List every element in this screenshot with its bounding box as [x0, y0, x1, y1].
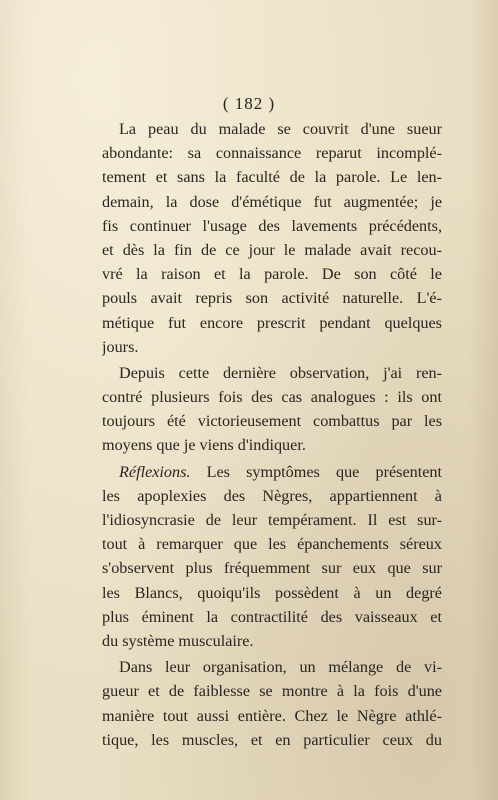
text-line: Dans leur organisation, un mélange de vi-	[119, 658, 442, 677]
text-line: tique, les muscles, et en particulier ceux du	[102, 730, 442, 749]
section-lead-italic: Réflexions.	[119, 462, 191, 481]
text-line: toujours été victorieusement combattus par les	[102, 412, 442, 431]
text-line: demain, la dose d'émétique fut augmentée; je	[102, 192, 442, 211]
paragraph-3	[102, 460, 442, 654]
text-line: tement et sans la faculté de la parole. Le len-	[102, 168, 442, 187]
text-line: vré la raison et la parole. De son côté le	[102, 265, 442, 284]
text-line: jours.	[102, 337, 139, 356]
text-line: l'idiosyncrasie de leur tempérament. Il est sur-	[102, 511, 442, 529]
text-line: gueur et de faiblesse se montre à la fois d'une	[102, 682, 442, 701]
text-fragment: Les symptômes que présentent	[190, 462, 442, 481]
page-number: ( 182 )	[222, 94, 276, 113]
text-line	[102, 460, 442, 484]
text-line: moyens que je viens d'indiquer.	[102, 436, 306, 455]
text-line: manière tout aussi entière. Chez le Nègre athlé-	[102, 706, 442, 725]
body-text	[102, 117, 442, 752]
text-line: La peau du malade se couvrit d'une sueur	[119, 120, 442, 138]
paragraph-1	[102, 117, 442, 359]
text-line: et dès la fin de ce jour le malade avait recou-	[102, 240, 442, 259]
text-line: plus éminent la contractilité des vaisseaux et	[102, 607, 442, 626]
text-line: les apoplexies des Nègres, appartiennent à	[102, 486, 442, 505]
text-line: Depuis cette dernière observation, j'ai ren-	[119, 363, 442, 382]
paragraph-4	[102, 655, 442, 752]
text-line: pouls avait repris son activité naturelle. L'é-	[102, 289, 442, 308]
text-line: tout à remarquer que les épanchements séreux	[102, 535, 442, 554]
text-line: s'observent plus fréquemment sur eux que sur	[102, 559, 442, 578]
paragraph-2	[102, 361, 442, 458]
text-line: du système musculaire.	[102, 631, 254, 650]
text-line: les Blancs, quoiqu'ils possèdent à un degré	[102, 583, 442, 602]
text-line: abondante: sa connaissance reparut incomplé-	[102, 144, 442, 163]
text-line: métique fut encore prescrit pendant quelques	[102, 313, 442, 332]
text-line: contré plusieurs fois des cas analogues : ils ont	[102, 388, 442, 407]
text-line: fis continuer l'usage des lavements précédents,	[102, 216, 442, 235]
